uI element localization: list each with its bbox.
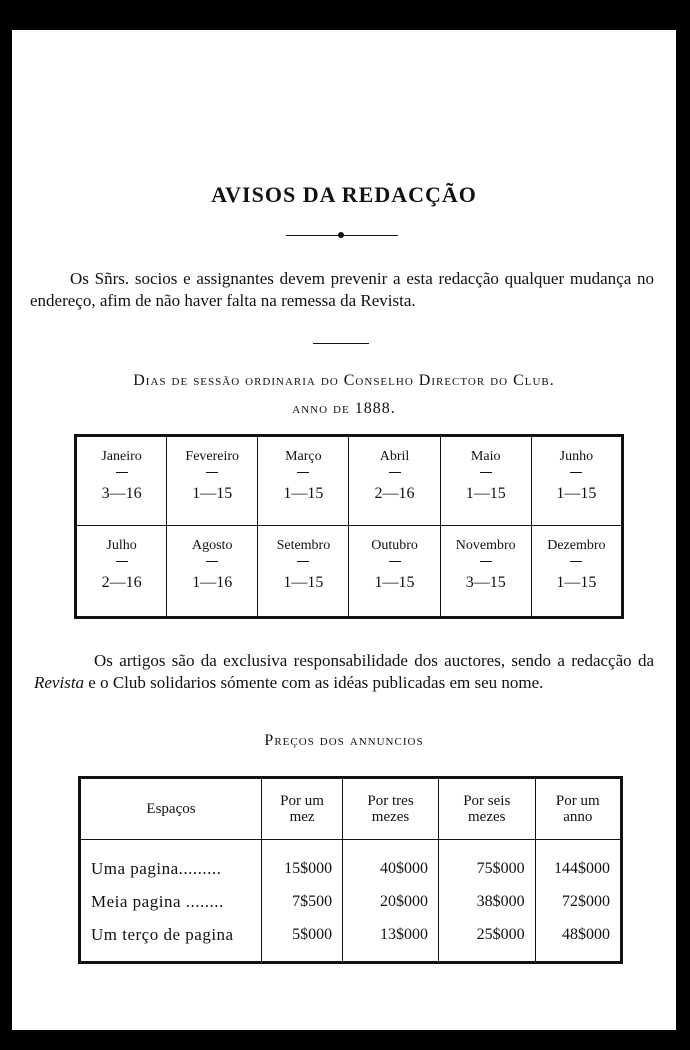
month-days: 1—15	[283, 574, 324, 591]
price-cell: 7$500	[262, 885, 343, 918]
space-label: Uma pagina.........	[91, 858, 222, 878]
page	[12, 30, 676, 1030]
month-days: 1—16	[192, 574, 233, 591]
divider	[313, 343, 369, 344]
month-cell	[76, 526, 167, 618]
price-cell: 75$000	[438, 840, 535, 886]
table-row	[80, 918, 622, 963]
page-title: AVISOS DA REDACÇÃO	[211, 182, 477, 207]
month-name: Novembro	[455, 538, 516, 553]
month-days: 3—15	[465, 574, 506, 591]
prices-table	[78, 776, 623, 964]
price-cell: 13$000	[343, 918, 439, 963]
month-days: 1—15	[465, 485, 506, 502]
price-cell: 38$000	[438, 885, 535, 918]
month-name: Julho	[106, 538, 137, 553]
month-cell	[167, 436, 258, 526]
month-cell	[349, 526, 440, 618]
notice-paragraph: Os Sñrs. socios e assignantes devem prevenir a esta redacção qualquer mudança no endereço, afim de não haver falta na remessa da Revista.	[30, 269, 654, 310]
column-header: Por tres mezes	[343, 778, 439, 840]
month-cell	[258, 436, 349, 526]
month-cell	[76, 436, 167, 526]
sessions-heading: Dias de sessão ordinaria do Conselho Director do Club.	[133, 372, 555, 389]
responsibility-paragraph: Os artigos são da exclusiva responsabilidade dos auctores, sendo a redacção da Revista e o Club solidarios sómente com as idéas publicadas em seu nome.	[34, 651, 654, 692]
table-row	[76, 436, 623, 526]
table-row	[76, 526, 623, 618]
price-cell: 144$000	[535, 840, 621, 886]
month-name: Dezembro	[547, 538, 606, 553]
price-cell: 20$000	[343, 885, 439, 918]
column-header: Por um anno	[535, 778, 621, 840]
month-name: Janeiro	[101, 449, 142, 464]
month-days: 2—16	[374, 485, 415, 502]
month-days: 1—15	[374, 574, 415, 591]
sessions-table	[74, 434, 624, 619]
month-days: 2—16	[101, 574, 142, 591]
month-name: Outubro	[371, 538, 418, 553]
month-name: Maio	[470, 449, 501, 464]
month-name: Setembro	[276, 538, 331, 553]
space-label: Um terço de pagina	[91, 924, 234, 944]
month-cell	[531, 436, 622, 526]
prices-heading: Preços dos annuncios	[264, 732, 424, 749]
month-days: 1—15	[283, 485, 324, 502]
table-row	[80, 885, 622, 918]
price-cell: 40$000	[343, 840, 439, 886]
month-name: Março	[285, 449, 322, 464]
price-cell: 48$000	[535, 918, 621, 963]
month-days: 1—15	[556, 485, 597, 502]
column-header: Por um mez	[262, 778, 343, 840]
month-cell	[440, 526, 531, 618]
table-header-row	[80, 778, 622, 840]
month-name: Abril	[379, 449, 410, 464]
month-days: 1—15	[556, 574, 597, 591]
price-cell: 15$000	[262, 840, 343, 886]
space-label: Meia pagina ........	[91, 891, 224, 911]
month-name: Fevereiro	[185, 449, 240, 464]
price-cell: 5$000	[262, 918, 343, 963]
sessions-year: anno de 1888.	[292, 400, 396, 417]
price-cell: 25$000	[438, 918, 535, 963]
month-cell	[531, 526, 622, 618]
revista-italic: Revista	[34, 673, 85, 692]
table-row	[80, 840, 622, 886]
column-header: Por seis mezes	[438, 778, 535, 840]
month-cell	[440, 436, 531, 526]
month-cell	[258, 526, 349, 618]
month-days: 3—16	[101, 485, 142, 502]
month-name: Agosto	[192, 538, 233, 553]
ornament-divider	[286, 235, 398, 236]
column-header: Espaços	[80, 778, 262, 840]
price-cell: 72$000	[535, 885, 621, 918]
month-cell	[349, 436, 440, 526]
month-name: Junho	[559, 449, 594, 464]
month-days: 1—15	[192, 485, 233, 502]
month-cell	[167, 526, 258, 618]
